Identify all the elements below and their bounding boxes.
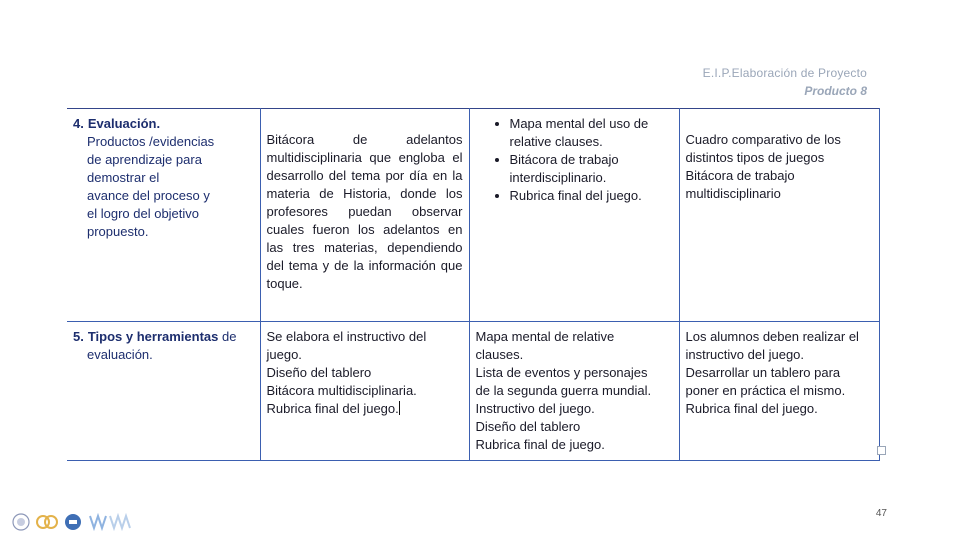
- cell-line: juego.: [266, 347, 302, 362]
- cell-line: Rubrica final del juego.: [685, 401, 818, 416]
- page-number: 47: [875, 508, 887, 519]
- section-heading: [73, 328, 254, 346]
- cell-line: Bitácora multidisciplinaria.: [266, 383, 417, 398]
- table-cell: [679, 322, 879, 461]
- description-line: avance del proceso y: [87, 188, 210, 203]
- cell-line: Rubrica final del juego.: [266, 401, 399, 416]
- cell-line: instructivo del juego.: [685, 347, 805, 362]
- cell-line: Instructivo del juego.: [475, 401, 595, 416]
- description-line: evaluación.: [87, 347, 153, 362]
- cell-line: distintos tipos de juegos: [685, 150, 825, 165]
- cell-line: Se elabora el instructivo del: [266, 329, 427, 344]
- section-title: Evaluación.: [87, 116, 161, 131]
- table-row: [67, 109, 879, 322]
- school-logo-icon: [88, 513, 132, 531]
- footer-logos: [12, 512, 132, 532]
- cell-line: clauses.: [475, 347, 524, 362]
- text-cursor: [399, 401, 400, 415]
- table-cell: [260, 109, 469, 322]
- section-heading: [73, 115, 254, 133]
- cell-line: multidisciplinario: [685, 186, 781, 201]
- institution-badge-icon: [64, 513, 82, 531]
- table-resize-handle[interactable]: [877, 446, 886, 455]
- table-cell: [260, 322, 469, 461]
- section-number: 4.: [73, 116, 84, 131]
- row-heading-cell: [67, 322, 260, 461]
- cell-line: Rubrica final de juego.: [475, 437, 605, 452]
- list-item: • Mapa mental del uso de relative clauses.: [510, 115, 673, 151]
- cell-line: Cuadro comparativo de los: [685, 132, 841, 147]
- university-seal-icon: [12, 513, 30, 531]
- evaluation-table: [67, 108, 880, 461]
- section-title-rest: de: [218, 329, 237, 344]
- table-row: [67, 322, 879, 461]
- table-cell: [469, 322, 679, 461]
- description-line: el logro del objetivo: [87, 206, 200, 221]
- section-description: [73, 133, 254, 241]
- cell-line: poner en práctica el mismo.: [685, 383, 846, 398]
- list-item: • Bitácora de trabajo interdisciplinario.: [510, 151, 673, 187]
- row-heading-cell: [67, 109, 260, 322]
- cell-line: Lista de eventos y personajes: [475, 365, 648, 380]
- description-line: Productos /evidencias: [87, 134, 215, 149]
- section-description: [73, 346, 254, 364]
- cell-line: Diseño del tablero: [475, 419, 581, 434]
- table-cell: [679, 109, 879, 322]
- cell-line: Desarrollar un tablero para: [685, 365, 841, 380]
- cell-text: Bitácora de adelantos multidisciplinaria que engloba el desarrollo del tema por día en la materia de Historia, donde los profesores puedan observar cuales fueron los adelantos en las tres materias, dependiendo del tema y de la información que toque.: [266, 132, 463, 291]
- section-title: Tipos y herramientas: [87, 329, 219, 344]
- cell-line: Mapa mental de relative: [475, 329, 615, 344]
- list-item: • Rubrica final del juego.: [510, 187, 673, 205]
- anniversary-logo-icon: [36, 513, 58, 531]
- table-cell: [469, 109, 679, 322]
- description-line: propuesto.: [87, 224, 149, 239]
- document-header-product: Producto 8: [804, 84, 867, 98]
- cell-line: Bitácora de trabajo: [685, 168, 795, 183]
- section-number: 5.: [73, 329, 84, 344]
- cell-line: Los alumnos deben realizar el: [685, 329, 859, 344]
- description-line: demostrar el: [87, 170, 160, 185]
- description-line: de aprendizaje para: [87, 152, 202, 167]
- document-header-title: E.I.P.Elaboración de Proyecto: [702, 66, 867, 80]
- cell-line: de la segunda guerra mundial.: [475, 383, 652, 398]
- bullet-list: [476, 115, 673, 205]
- cell-line: Diseño del tablero: [266, 365, 372, 380]
